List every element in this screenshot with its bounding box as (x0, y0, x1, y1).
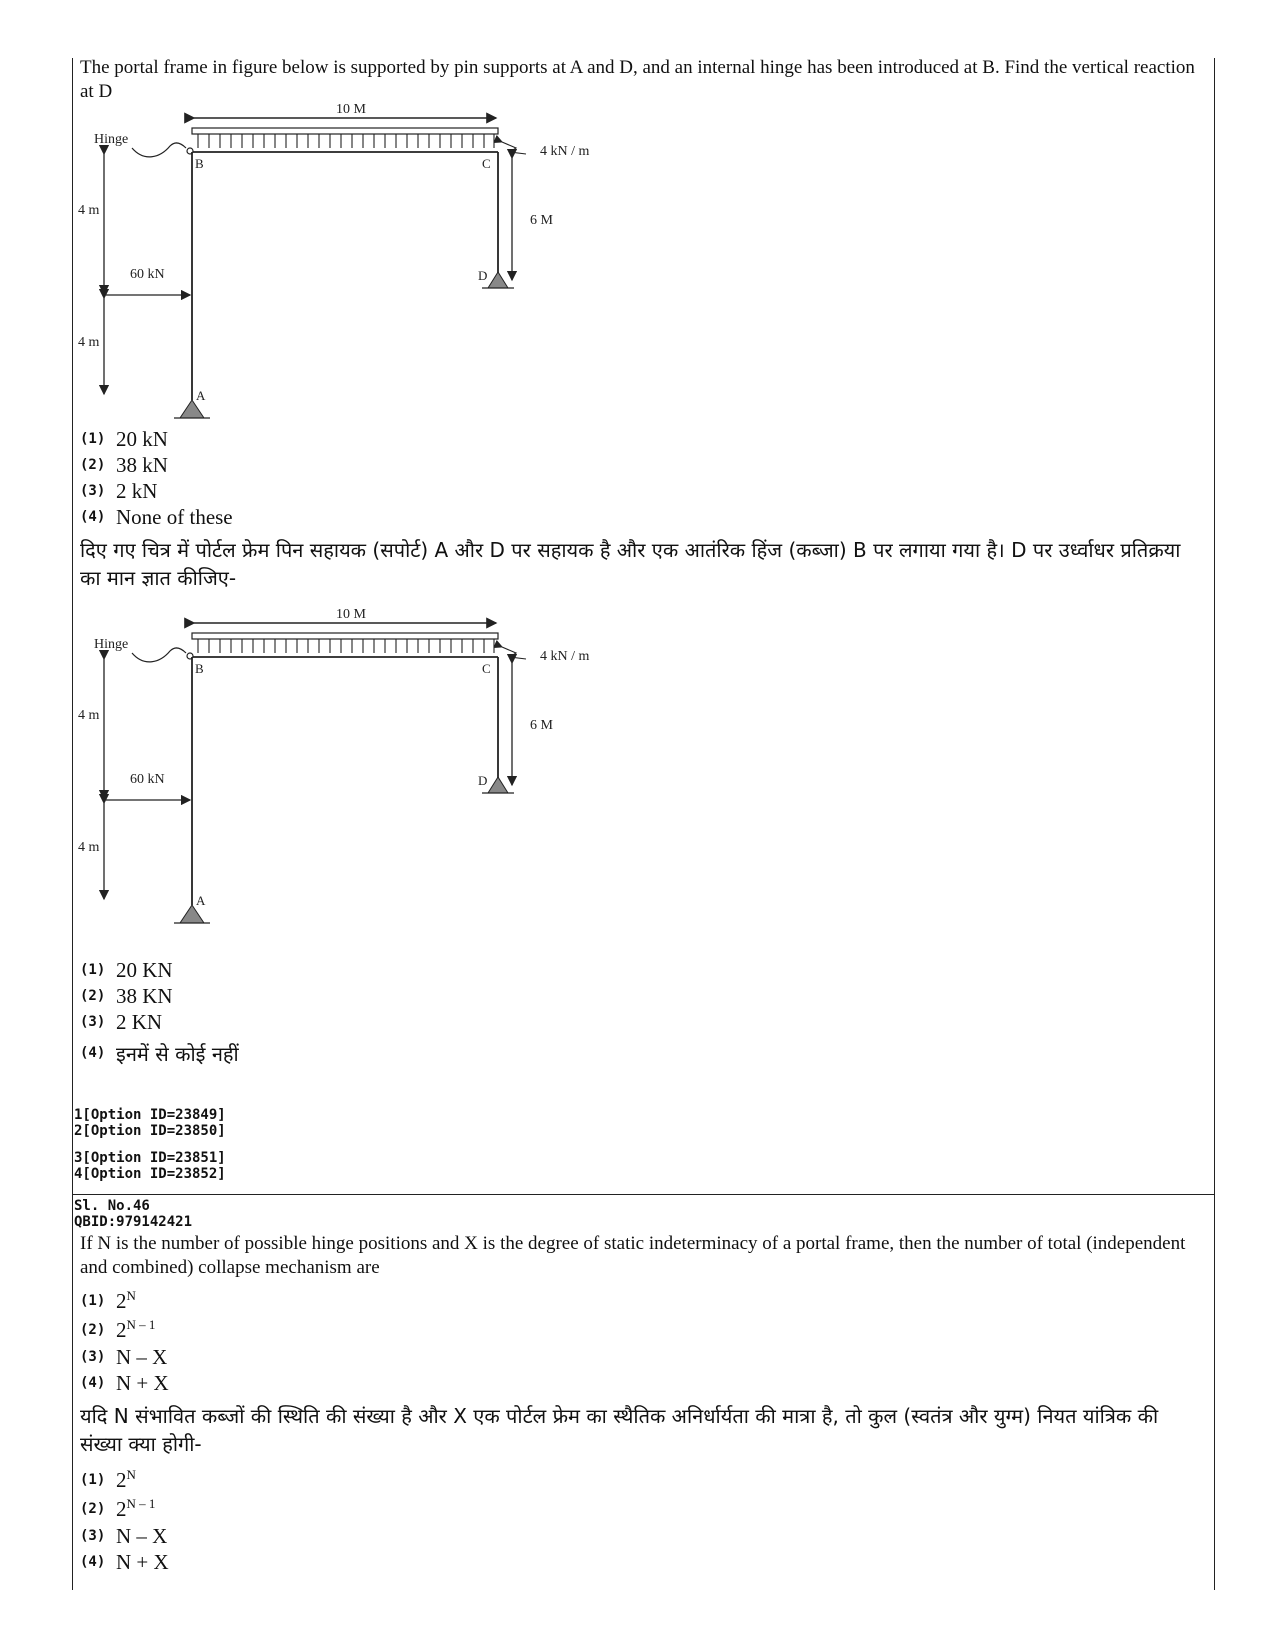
option-value: N – X (116, 1523, 168, 1548)
exponent: N – 1 (126, 1496, 156, 1511)
option-number: (3) (80, 483, 106, 499)
q45-option-en-4[interactable] (80, 504, 233, 530)
q45-option-hi-2[interactable] (80, 983, 173, 1009)
udl-label: 4 kN / m (540, 144, 590, 159)
label-d: D (478, 268, 488, 283)
point-load-label: 60 kN (130, 772, 165, 787)
option-number: (1) (80, 1293, 106, 1309)
lower-length-label: 4 m (78, 840, 100, 855)
upper-length-label: 4 m (78, 708, 100, 723)
span-label: 10 M (336, 607, 366, 622)
option-number: (3) (80, 1349, 106, 1365)
option-id-2: 2[Option ID=23850] (74, 1123, 226, 1139)
exponent: N (126, 1467, 136, 1482)
cd-length-label: 6 M (530, 718, 553, 733)
label-c: C (482, 156, 491, 171)
option-value: इनमें से कोई नहीं (116, 1041, 239, 1066)
option-value: 38 kN (116, 452, 168, 477)
udl-pointer (502, 647, 526, 659)
option-value: N – X (116, 1344, 168, 1369)
option-number: (2) (80, 1322, 106, 1338)
base: 2 (116, 1468, 127, 1492)
base: 2 (116, 1497, 127, 1521)
option-number: (3) (80, 1528, 106, 1544)
option-number: (4) (80, 1554, 106, 1570)
q46-option-en-4[interactable] (80, 1370, 169, 1396)
option-number: (4) (80, 1045, 106, 1061)
option-number: (2) (80, 988, 106, 1004)
lower-length-label: 4 m (78, 335, 100, 350)
base: 2 (116, 1289, 127, 1313)
hinge-label: Hinge (94, 132, 129, 147)
upper-length-label: 4 m (78, 203, 100, 218)
q45-question-en: The portal frame in figure below is supported by pin supports at A and D, and an internal hinge has been introduced at B. Find the vertical reaction at D (80, 57, 1195, 102)
label-a: A (196, 388, 206, 403)
option-value (116, 1467, 136, 1493)
q45-option-en-1[interactable] (80, 426, 168, 452)
option-value: None of these (116, 504, 233, 529)
question-bank-id: QBID:979142421 (74, 1214, 193, 1230)
udl-arrows (198, 639, 494, 653)
option-id-4: 4[Option ID=23852] (74, 1166, 226, 1182)
udl-box (192, 633, 498, 639)
q46-question-hi: यदि N संभावित कब्जों की स्थिति की संख्या है और X एक पोर्टल फ्रेम का स्थैतिक अनिर्धार्यता की मात्रा है, तो कुल (स्वतंत्र और युग्म) नियत यांत्रिक की संख्या क्या होगी- (80, 1404, 1159, 1456)
label-c: C (482, 661, 491, 676)
option-number: (4) (80, 509, 106, 525)
option-value: 38 KN (116, 983, 173, 1008)
q45-option-hi-4[interactable] (80, 1038, 239, 1068)
option-value (116, 1496, 155, 1522)
q45-question-hi: दिए गए चित्र में पोर्टल फ्रेम पिन सहायक (सपोर्ट) A और D पर सहायक है और एक आतंरिक हिंज (कब्जा) B पर लगाया गया है। D पर उर्ध्वाधर प्रतिक्रया का मान ज्ञात कीजिए- (80, 538, 1181, 590)
option-value: 2 kN (116, 478, 158, 503)
q46-option-hi-1[interactable] (80, 1467, 136, 1493)
support-d (488, 272, 508, 288)
exponent: N – 1 (126, 1317, 156, 1332)
q45-option-hi-1[interactable] (80, 957, 173, 983)
page-border-left (72, 58, 73, 1590)
option-value: 20 kN (116, 426, 168, 451)
base: 2 (116, 1318, 127, 1342)
option-value: N + X (116, 1549, 169, 1574)
portal-frame-figure-hi (74, 601, 634, 937)
support-d (488, 777, 508, 793)
hinge-pointer (132, 143, 186, 157)
option-value: N + X (116, 1370, 169, 1395)
option-id-1: 1[Option ID=23849] (74, 1107, 226, 1123)
label-b: B (195, 156, 204, 171)
q46-option-hi-4[interactable] (80, 1549, 169, 1575)
udl-pointer (502, 142, 526, 154)
q46-option-hi-3[interactable] (80, 1523, 167, 1549)
cd-length-label: 6 M (530, 213, 553, 228)
option-number: (1) (80, 1472, 106, 1488)
q45-option-en-3[interactable] (80, 478, 157, 504)
q46-option-en-2[interactable] (80, 1317, 155, 1343)
option-number: (1) (80, 431, 106, 447)
option-value: 2 KN (116, 1009, 163, 1034)
option-number: (2) (80, 1501, 106, 1517)
option-value: 20 KN (116, 957, 173, 982)
label-a: A (196, 893, 206, 908)
point-load-label: 60 kN (130, 267, 165, 282)
label-d: D (478, 773, 488, 788)
udl-arrows (198, 134, 494, 148)
page-border-right (1214, 58, 1215, 1590)
span-label: 10 M (336, 102, 366, 117)
portal-frame-figure-en (74, 96, 634, 432)
option-value (116, 1317, 155, 1343)
q46-option-en-3[interactable] (80, 1344, 167, 1370)
option-number: (4) (80, 1375, 106, 1391)
option-number: (2) (80, 457, 106, 473)
hinge-label: Hinge (94, 637, 129, 652)
q46-question-en: If N is the number of possible hinge positions and X is the degree of static indeterminacy of a portal frame, then the number of total (independent and combined) collapse mechanism are (80, 1233, 1186, 1278)
hinge-pointer (132, 648, 186, 662)
exponent: N (126, 1288, 136, 1303)
udl-label: 4 kN / m (540, 649, 590, 664)
q45-option-en-2[interactable] (80, 452, 168, 478)
q45-option-hi-3[interactable] (80, 1009, 162, 1035)
q46-option-hi-2[interactable] (80, 1496, 155, 1522)
option-id-3: 3[Option ID=23851] (74, 1150, 226, 1166)
option-number: (3) (80, 1014, 106, 1030)
option-value (116, 1288, 136, 1314)
serial-number: Sl. No.46 (74, 1198, 150, 1214)
question-separator (72, 1194, 1215, 1195)
udl-box (192, 128, 498, 134)
option-number: (1) (80, 962, 106, 978)
q46-option-en-1[interactable] (80, 1288, 136, 1314)
label-b: B (195, 661, 204, 676)
